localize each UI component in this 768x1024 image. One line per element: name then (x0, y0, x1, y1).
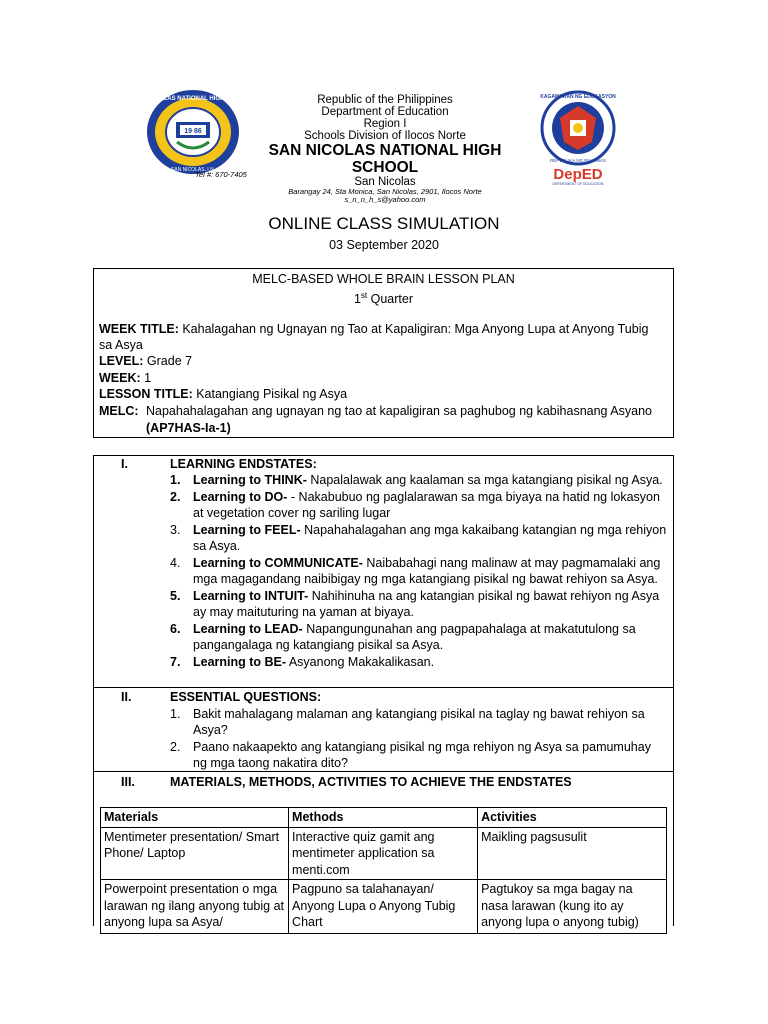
melc-label: MELC: (99, 404, 139, 418)
endstate-number: 7. (170, 655, 181, 669)
question-text-cont: ng mga taong nakatira dito? (193, 756, 348, 770)
table-cell: Powerpoint presentation o mga larawan ng ilang anyong tubig at anyong lupa sa Asya/ (101, 880, 289, 934)
table-header-row (101, 808, 667, 828)
document-date: 03 September 2020 (329, 238, 439, 252)
week-title-value: Kahalagahan ng Ugnayan ng Tao at Kapaligiran: Mga Anyong Lupa at Anyong Tubig (178, 322, 649, 336)
section-title: LEARNING ENDSTATES: (170, 457, 317, 471)
materials-table (100, 807, 667, 934)
question-text: Bakit mahalagang malaman ang katangiang pisikal na taglay ng bawat rehiyon sa (193, 707, 645, 721)
seal-year: 19 86 (184, 128, 202, 135)
quarter-sup: st (360, 291, 368, 300)
column-header: Materials (101, 808, 289, 828)
document-title: ONLINE CLASS SIMULATION (268, 214, 500, 233)
deped-bottom-text: REPUBLIKA NG PILIPINAS (550, 158, 606, 163)
week-title-label: WEEK TITLE: (99, 322, 179, 336)
department-line: Department of Education (321, 106, 449, 118)
endstate-text: Napangungunahan ang pagpapahalaga at makatutulong sa (302, 622, 636, 636)
melc-value: Napahahalagahan ang ugnayan ng tao at kapaligiran sa paghubog ng kabihasnang Asyano (146, 404, 652, 418)
endstate-text-cont: sa Asya. (193, 539, 241, 553)
section-title: MATERIALS, METHODS, ACTIVITIES TO ACHIEVE THE ENDSTATES (170, 775, 572, 789)
endstate-label: Learning to BE- (193, 655, 287, 669)
question-text-cont: Asya? (193, 723, 228, 737)
section-number: III. (121, 775, 135, 789)
endstate-text: Nahihinuha na ang katangian pisikal ng bawat rehiyon ng Asya (308, 589, 660, 603)
endstate-text: Naibabahagi nang malinaw at may pagmamalaki ang (362, 556, 661, 570)
endstate-number: 4. (170, 556, 181, 570)
column-header: Activities (478, 808, 667, 828)
endstate-item (193, 489, 660, 506)
region-line: Region I (363, 118, 407, 130)
endstate-item (193, 472, 663, 489)
column-header: Methods (289, 808, 478, 828)
table-row (101, 827, 667, 880)
question-number: 1. (170, 707, 181, 721)
endstate-text: Asyanong Makakalikasan. (286, 655, 435, 669)
lesson-title-value: Katangiang Pisikal ng Asya (192, 387, 348, 401)
address-line: Barangay 24, Sta Monica, San Nicolas, 2901, Ilocos Norte (288, 187, 482, 196)
melc-code: (AP7HAS-Ia-1) (146, 421, 231, 435)
deped-brand: DepED (553, 166, 603, 183)
endstate-label: Learning to FEEL- (193, 523, 301, 537)
quarter-line (93, 288, 674, 308)
email-line: s_n_n_h_s@yahoo.com (344, 195, 426, 204)
endstate-item (193, 654, 434, 671)
endstate-number: 5. (170, 589, 181, 603)
level-line (99, 353, 192, 370)
deped-seal-logo (532, 90, 624, 186)
division-line: Schools Division of Ilocos Norte (304, 130, 466, 142)
endstate-label: Learning to INTUIT- (193, 589, 309, 603)
endstate-item (193, 522, 666, 539)
level-label: LEVEL: (99, 354, 144, 368)
deped-brand-sub: DEPARTMENT OF EDUCATION (552, 182, 604, 186)
telephone: Tel #: 670-7405 (195, 170, 247, 179)
plan-heading: MELC-BASED WHOLE BRAIN LESSON PLAN (252, 272, 515, 286)
endstate-text-cont: at vegetation cover ng sariling lugar (193, 506, 391, 520)
section-number: I. (121, 457, 128, 471)
week-line (99, 370, 151, 387)
school-seal-logo (134, 88, 252, 176)
section-number: II. (121, 690, 132, 704)
endstate-number: 1. (170, 473, 181, 487)
table-cell: Pagpuno sa talahanayan/ Anyong Lupa o Anyong Tubig Chart (289, 880, 478, 934)
seal-bottom-text: SAN NICOLAS, I.N. (170, 167, 216, 173)
table-cell: Mentimeter presentation/ Smart Phone/ Laptop (101, 827, 289, 880)
endstate-item (193, 588, 659, 605)
endstate-label: Learning to DO- (193, 490, 288, 504)
table-cell: Pagtukoy sa mga bagay na nasa larawan (kung ito ay anyong lupa o anyong tubig) (478, 880, 667, 934)
lesson-title-line (99, 386, 347, 403)
week-label: WEEK: (99, 371, 141, 385)
endstate-text-cont: ay may maituturing na yaman at biyaya. (193, 605, 414, 619)
endstate-text-cont: mga magagandang naibibigay ng mga katangiang pisikal ng bawat rehiyon sa Asya. (193, 572, 658, 586)
question-number: 2. (170, 740, 181, 754)
quarter-num: 1 (353, 292, 361, 307)
table-cell: Maikling pagsusulit (478, 827, 667, 880)
endstate-item (193, 621, 636, 638)
letterhead (240, 94, 530, 204)
endstate-label: Learning to LEAD- (193, 622, 303, 636)
endstate-number: 6. (170, 622, 181, 636)
week-title-cont: sa Asya (99, 338, 143, 352)
seal-ring-text: SAN NICOLAS NATIONAL HIGH SCHOOL (134, 96, 252, 102)
endstate-text-cont: pangangalaga ng katangiang pisikal sa Asya. (193, 638, 444, 652)
section-divider (93, 771, 674, 772)
section-divider (93, 687, 674, 688)
endstate-number: 2. (170, 490, 181, 504)
endstate-text: Napalalawak ang kaalaman sa mga katangiang pisikal ng Asya. (306, 473, 663, 487)
endstate-text: Napahahalagahan ang mga kakaibang katangian ng mga rehiyon (300, 523, 667, 537)
table-cell: Interactive quiz gamit ang mentimeter application sa menti.com (289, 827, 478, 880)
quarter-word: Quarter (367, 292, 414, 307)
republic-line: Republic of the Philippines (317, 94, 453, 106)
school-name: SAN NICOLAS NATIONAL HIGH SCHOOL (268, 142, 502, 176)
deped-ring-text: KAGAWARAN NG EDUKASYON (540, 94, 616, 100)
table-row (101, 880, 667, 934)
section-title: ESSENTIAL QUESTIONS: (170, 690, 322, 704)
endstate-item (193, 555, 660, 572)
lesson-title-label: LESSON TITLE: (99, 387, 193, 401)
week-value: 1 (140, 371, 152, 385)
endstate-number: 3. (170, 523, 181, 537)
endstate-label: Learning to THINK- (193, 473, 307, 487)
level-value: Grade 7 (143, 354, 193, 368)
question-text: Paano nakaapekto ang katangiang pisikal ng mga rehiyon ng Asya sa pamumuhay (193, 740, 651, 754)
endstate-label: Learning to COMMUNICATE- (193, 556, 363, 570)
week-title-line (99, 321, 648, 338)
town-line: San Nicolas (354, 176, 416, 188)
endstate-text: - Nakabubuo ng paglalarawan sa mga biyaya na hatid ng lokasyon (287, 490, 660, 504)
